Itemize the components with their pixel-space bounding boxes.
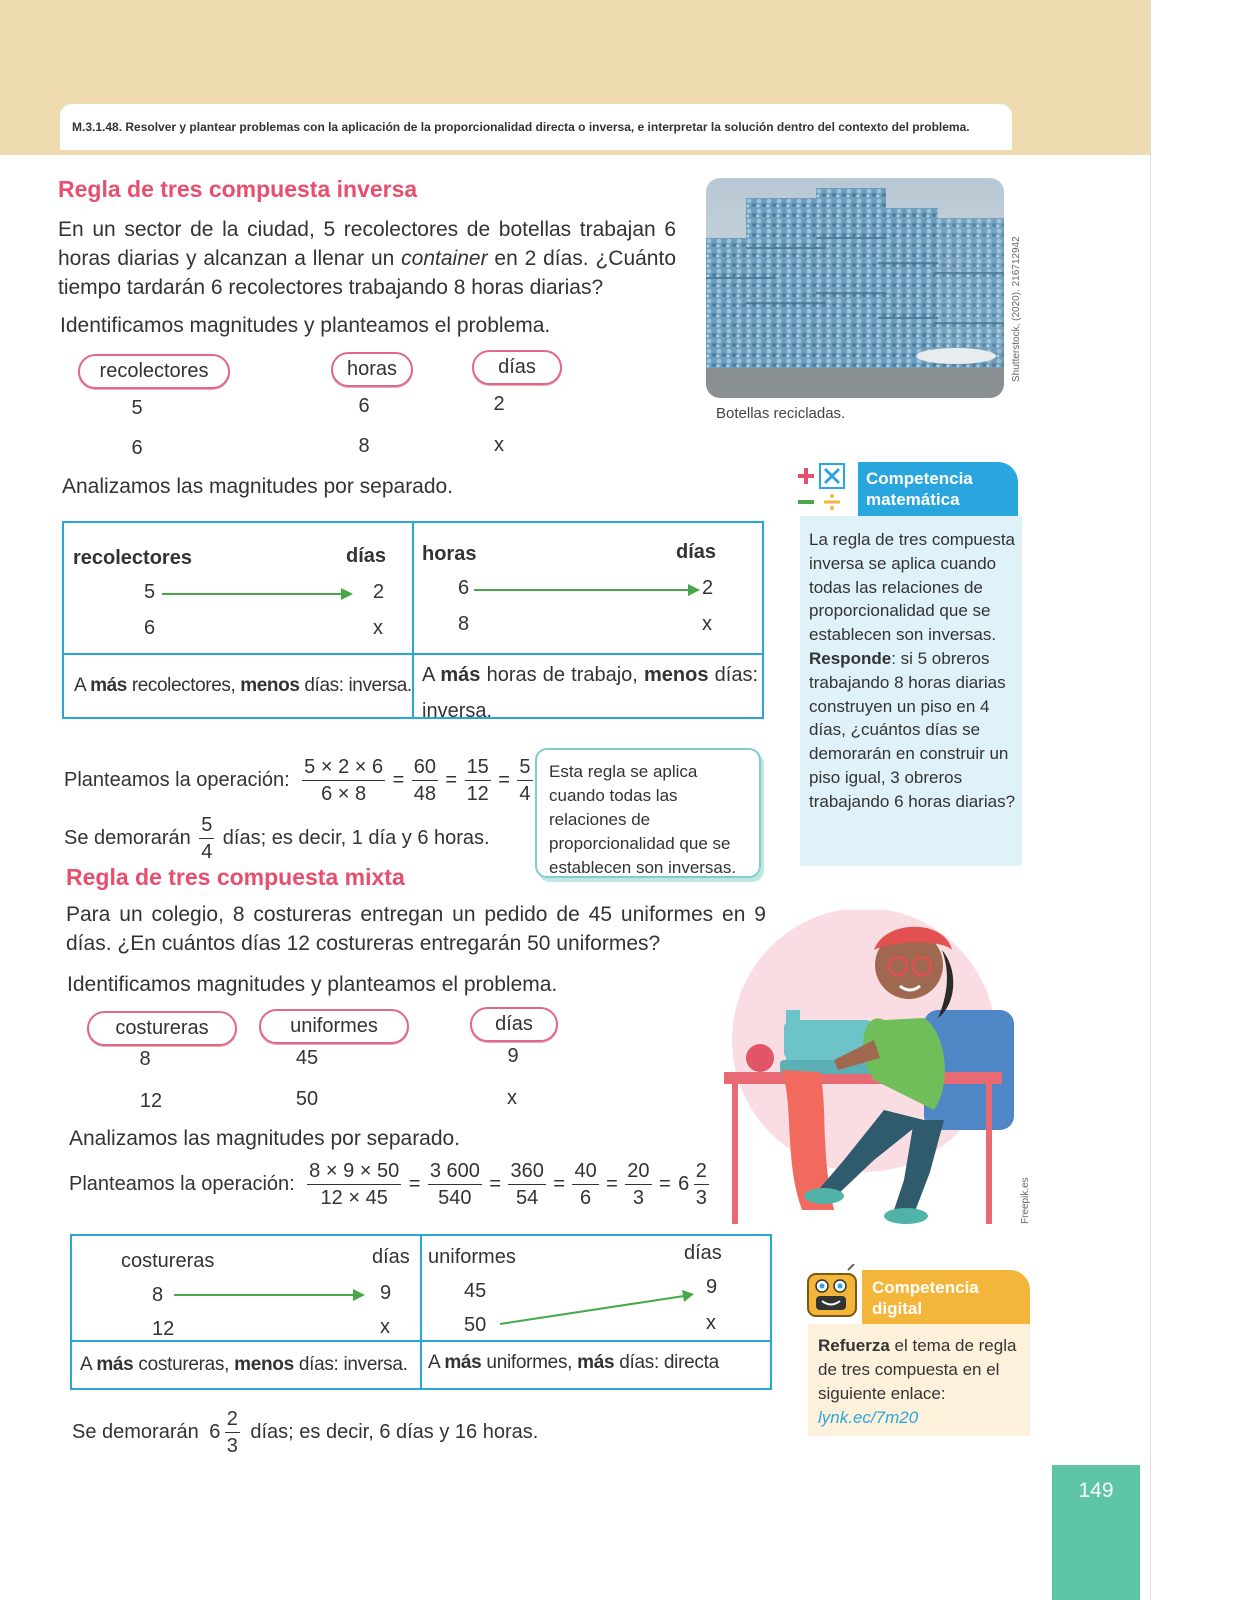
fraction: $\frac{40}{6}$	[574, 1160, 597, 1209]
robot-icon	[800, 1264, 862, 1324]
equals-sign: =	[498, 769, 510, 791]
operation-mixed	[69, 1158, 709, 1211]
fraction: $\frac{360}{54}$	[510, 1160, 544, 1209]
section-title-inverse: Regla de tres compuesta inversa	[58, 176, 418, 202]
fraction: $\frac{2}{3}$	[226, 1408, 238, 1457]
equals-sign: =	[659, 1173, 671, 1195]
operation-inverse	[64, 754, 533, 807]
operation-label: Planteamos la operación:	[64, 769, 290, 791]
magnitude-label-days: días	[472, 350, 562, 385]
value-cell: 5	[131, 397, 143, 419]
table-value: 9	[706, 1276, 718, 1298]
value-cell: 45	[295, 1047, 319, 1069]
table-header: días	[676, 541, 717, 563]
value-cell: x	[494, 434, 504, 456]
fraction: $\frac{60}{48}$	[413, 756, 436, 805]
analyze-text: Analizamos las magnitudes por separado.	[62, 475, 454, 498]
table-cell-hours	[413, 522, 763, 654]
fraction: $\frac{2}{3}$	[695, 1160, 707, 1209]
fraction: $\frac{8 \times 9 \times 50}{12 \times 45}$	[309, 1160, 400, 1209]
math-operations-icon	[792, 462, 852, 516]
table-header: días	[346, 545, 387, 567]
table-value: 8	[152, 1284, 164, 1306]
result-inverse: Se demorarán $\frac{5}{4}$ días; es decir, 1 día y 6 horas.	[64, 814, 490, 863]
magnitude-label-seamstresses: costureras	[87, 1011, 237, 1046]
table-header: recolectores	[73, 547, 192, 569]
magnitude-label-uniforms: uniformes	[259, 1009, 409, 1044]
value-cell: 6	[358, 395, 370, 417]
competence-digital-body: Refuerza el tema de regla de tres compuesta en el siguiente enlace: lynk.ec/7m20	[808, 1324, 1030, 1436]
table-note-left: A más recolectores, menos días: inversa.	[63, 654, 413, 718]
fraction: $\frac{5}{4}$	[519, 756, 531, 805]
arrow-head-icon	[353, 1289, 365, 1301]
table-value: x	[380, 1316, 390, 1338]
value-cell: 50	[295, 1088, 319, 1110]
equals-sign: =	[553, 1173, 565, 1195]
operation-label: Planteamos la operación:	[69, 1173, 295, 1195]
table-header: uniformes	[428, 1246, 516, 1268]
seamstress-illustration	[724, 910, 1034, 1230]
table-note-right: A más horas de trabajo, menos días: inversa.	[413, 654, 763, 718]
analysis-table-inverse	[62, 521, 764, 722]
value-cell: 12	[139, 1090, 163, 1112]
table-value: x	[702, 613, 712, 635]
table-value: 5	[144, 581, 156, 603]
page-number: 149	[1052, 1465, 1140, 1600]
table-cell-seamstresses	[71, 1235, 421, 1341]
equals-sign: =	[445, 769, 458, 791]
result-mixed: Se demorarán 6 $\frac{2}{3}$ días; es decir, 6 días y 16 horas.	[72, 1408, 539, 1457]
table-value: 50	[464, 1314, 487, 1336]
value-cell: 9	[507, 1045, 519, 1067]
equals-sign: =	[489, 1173, 502, 1195]
table-cell-uniforms	[421, 1235, 771, 1341]
magnitude-label-days: días	[470, 1007, 558, 1042]
arrow-head-icon	[341, 588, 353, 600]
table-value: 2	[702, 577, 714, 599]
arrow-head-icon	[688, 584, 700, 596]
table-header: días	[684, 1242, 722, 1264]
problem-inverse: En un sector de la ciudad, 5 recolectores de botellas trabajan 6 horas diarias y alcanzan a llenar un container en 2 días. ¿Cuánto tiempo tardarán 6 recolectores trabajando 8 horas diarias?	[58, 218, 676, 299]
table-header: días	[372, 1246, 410, 1268]
fraction: $\frac{20}{3}$	[627, 1160, 650, 1209]
magnitude-label-collectors: recolectores	[78, 354, 230, 389]
photo-caption: Botellas recicladas.	[716, 405, 846, 422]
table-value: x	[373, 617, 383, 639]
table-value: 6	[144, 617, 156, 639]
competence-math-body: La regla de tres compuesta inversa se aplica cuando todas las relaciones de proporcionalidad que se establecen son inversas. Responde: si 5 obreros trabajando 8 horas diarias construyen un piso en 4 días, ¿cuántos días se demorarán en construir un piso igual, 3 obreros trabajando 6 horas diarias?	[800, 516, 1022, 866]
competence-math-header: Competencia matemática	[858, 462, 1018, 516]
table-header: horas	[422, 543, 477, 565]
value-cell: 6	[131, 437, 143, 459]
table-value: 8	[458, 613, 470, 635]
page-margin	[1150, 0, 1236, 1600]
photo-credit: Shutterstock, (2020). 216712942	[1011, 236, 1022, 382]
illustration-credit: Freepik.es	[1020, 1177, 1031, 1224]
equals-sign: =	[606, 1173, 618, 1195]
identify-text: Identificamos magnitudes y planteamos el problema.	[67, 973, 558, 996]
problem-mixed: Para un colegio, 8 costureras entregan un pedido de 45 uniformes en 9 días. ¿En cuántos días 12 costureras entregarán 50 uniformes?	[66, 903, 766, 955]
analyze-text: Analizamos las magnitudes por separado.	[69, 1127, 461, 1150]
identify-text: Identificamos magnitudes y planteamos el problema.	[60, 314, 551, 337]
table-header: costureras	[121, 1250, 215, 1272]
arrow-diagonal-icon	[498, 1288, 698, 1328]
arrow-line	[174, 1294, 354, 1296]
value-cell: x	[507, 1087, 517, 1109]
table-value: 6	[458, 577, 470, 599]
table-value: 45	[464, 1280, 487, 1302]
fraction: $\frac{5 \times 2 \times 6}{6 \times 8}$	[304, 756, 384, 805]
skill-code: M.3.1.48. Resolver y plantear problemas con la aplicación de la proporcionalidad directa o inversa, e interpretar la solución dentro del contexto del problema.	[60, 104, 1012, 150]
table-value: x	[706, 1312, 716, 1334]
analysis-table-mixed	[70, 1234, 772, 1390]
value-cell: 8	[358, 435, 370, 457]
magnitude-label-hours: horas	[331, 352, 413, 387]
arrow-line	[162, 593, 342, 595]
rule-note-box: Esta regla se aplica cuando todas las relaciones de proporcionalidad que se establecen son inversas.	[535, 748, 761, 878]
fraction: $\frac{5}{4}$	[201, 814, 213, 863]
competence-digital-header: Competencia digital	[862, 1270, 1030, 1324]
fraction: $\frac{3 600}{540}$	[429, 1160, 480, 1209]
recycled-bottles-photo	[706, 178, 1004, 398]
table-value: 12	[152, 1318, 175, 1340]
value-cell: 8	[139, 1048, 151, 1070]
fraction: $\frac{15}{12}$	[466, 756, 489, 805]
value-cell: 2	[493, 393, 505, 415]
table-note-left: A más costureras, menos días: inversa.	[71, 1341, 421, 1389]
arrow-line	[474, 589, 690, 591]
table-note-right: A más uniformes, más días: directa	[421, 1341, 771, 1389]
resource-link[interactable]: lynk.ec/7m20	[818, 1408, 919, 1427]
equals-sign: =	[392, 769, 405, 791]
table-value: 9	[380, 1282, 392, 1304]
equals-sign: =	[408, 1173, 421, 1195]
table-cell-collectors	[63, 522, 413, 654]
mixed-number-whole: 6	[678, 1173, 690, 1195]
section-title-mixed: Regla de tres compuesta mixta	[66, 864, 405, 890]
table-value: 2	[373, 581, 385, 603]
